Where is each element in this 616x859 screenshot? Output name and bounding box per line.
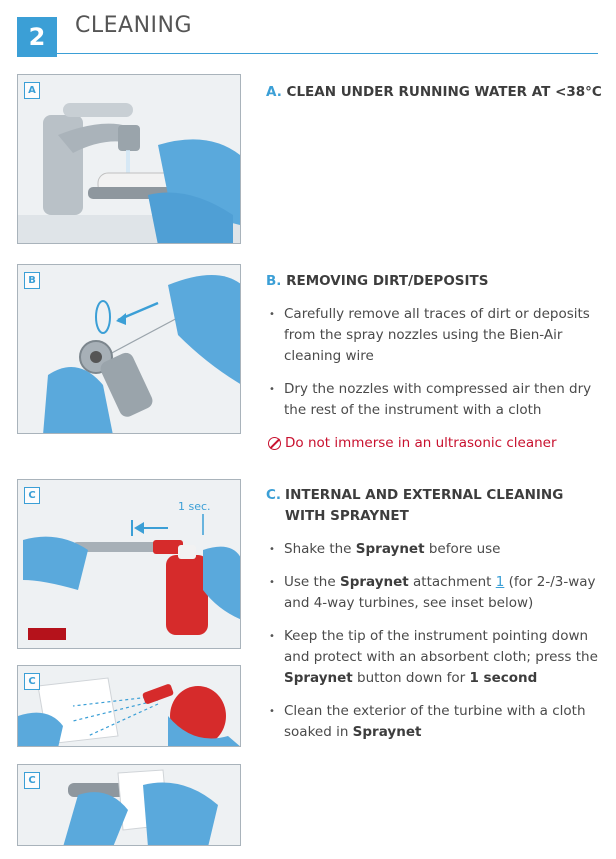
photo-b-cleaning-wire bbox=[17, 264, 241, 434]
step-b-title bbox=[266, 271, 606, 292]
spraynet-illustration bbox=[18, 480, 241, 649]
photo-c-wipe-exterior bbox=[17, 764, 241, 846]
list-item: • Use the Spraynet attachment 1 (for 2-/3-way and 4-way turbines, see inset below) bbox=[266, 572, 606, 614]
list-item: • Dry the nozzles with compressed air then dry the rest of the instrument with a cloth bbox=[266, 379, 606, 421]
step-c bbox=[266, 485, 606, 743]
step-b-bullets bbox=[266, 304, 606, 421]
step-letter: B. bbox=[266, 273, 282, 289]
prohibited-icon bbox=[268, 437, 281, 450]
list-item: • Clean the exterior of the turbine with a cloth soaked in Spraynet bbox=[266, 701, 606, 743]
photo-c-spraynet-attach bbox=[17, 479, 241, 649]
duration-label: 1 sec. bbox=[178, 500, 211, 513]
step-a bbox=[266, 82, 606, 103]
inset-reference-link[interactable]: 1 bbox=[495, 574, 505, 590]
list-item: • Carefully remove all traces of dirt or deposits from the spray nozzles using the Bien-Air cleaning wire bbox=[266, 304, 606, 367]
step-letter: C. bbox=[266, 487, 282, 503]
step-title-text: REMOVING DIRT/DEPOSITS bbox=[286, 273, 489, 289]
step-a-title bbox=[266, 82, 606, 103]
photo-label: B bbox=[24, 272, 40, 289]
step-title-text: INTERNAL AND EXTERNAL CLEANING WITH SPRAYNET bbox=[285, 487, 564, 524]
wipe-illustration bbox=[18, 765, 241, 846]
photo-label: C bbox=[24, 772, 40, 789]
section-title: CLEANING bbox=[75, 13, 193, 38]
list-item: • Shake the Spraynet before use bbox=[266, 539, 606, 560]
photo-label: C bbox=[24, 673, 40, 690]
step-b bbox=[266, 271, 606, 454]
header-divider bbox=[57, 53, 598, 54]
cleaning-wire-illustration bbox=[18, 265, 241, 434]
list-item: • Keep the tip of the instrument pointing down and protect with an absorbent cloth; press the Spraynet button down for 1 second bbox=[266, 626, 606, 689]
spray-cloth-illustration bbox=[18, 666, 241, 747]
step-letter: A. bbox=[266, 84, 282, 100]
step-c-bullets bbox=[266, 539, 606, 743]
step-c-title bbox=[266, 485, 606, 527]
section-header bbox=[17, 9, 598, 54]
faucet-illustration bbox=[18, 75, 241, 244]
warning-text: Do not immerse in an ultrasonic cleaner bbox=[285, 435, 557, 451]
section-number: 2 bbox=[17, 17, 57, 57]
photo-label: A bbox=[24, 82, 40, 99]
photo-c-spraynet-cloth bbox=[17, 665, 241, 747]
photo-label: C bbox=[24, 487, 40, 504]
warning-notice bbox=[266, 433, 606, 454]
step-title-text: CLEAN UNDER RUNNING WATER AT <38°C bbox=[286, 84, 602, 100]
photo-a-running-water bbox=[17, 74, 241, 244]
